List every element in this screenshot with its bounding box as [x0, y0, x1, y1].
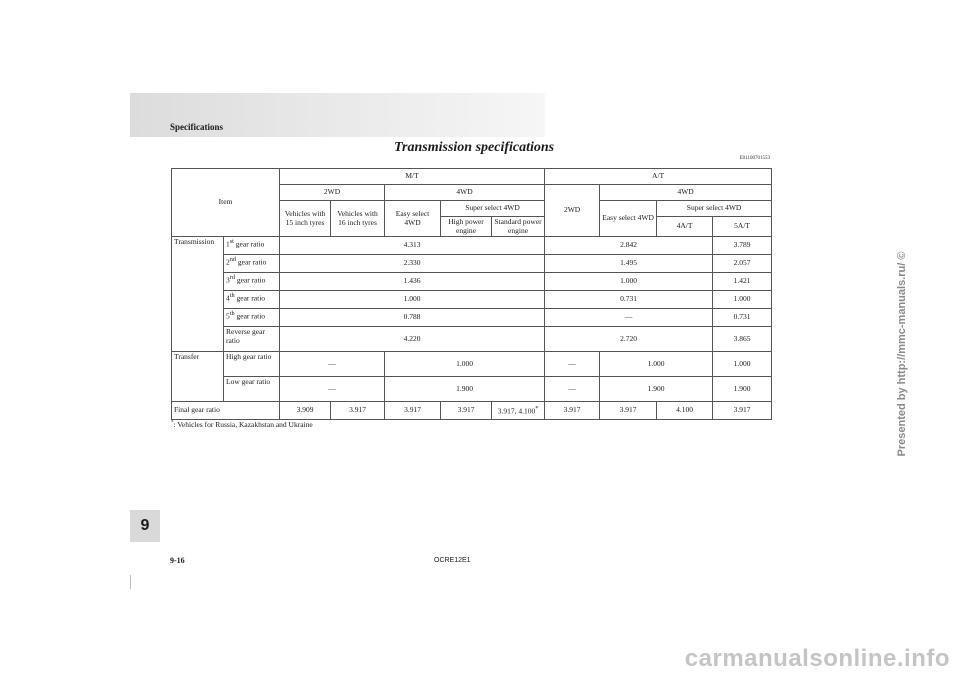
at-4at-value: — [545, 309, 713, 327]
5at-header: 5A/T [713, 217, 772, 237]
at-5at-value: 0.731 [713, 309, 772, 327]
at-5at-value: 2.057 [713, 255, 772, 273]
final-value: 3.909 [280, 402, 331, 420]
high-power-header: High power engine [441, 217, 492, 237]
side-watermark: Presented by http://mmc-manuals.ru/ © [896, 251, 908, 457]
low-gear-label: Low gear ratio [224, 377, 280, 402]
final-gear-label: Final gear ratio [172, 402, 280, 420]
mt-super-select-header: Super select 4WD [441, 201, 545, 217]
reverse-label: Reverse gear ratio [224, 327, 280, 352]
publication-code: OCRE12E1 [434, 557, 471, 564]
at-4at-value: 2.720 [545, 327, 713, 352]
mt-4wd-value: 1.000 [385, 352, 545, 377]
vehicles-16-header: Vehicles with 16 inch tyres [331, 201, 385, 237]
at-5at-value: 1.900 [713, 377, 772, 402]
at-5at-value: 1.421 [713, 273, 772, 291]
at-header: A/T [545, 169, 772, 185]
final-value: 3.917 [600, 402, 657, 420]
final-value: 4.100 [657, 402, 713, 420]
at-5at-value: 1.000 [713, 352, 772, 377]
mt-2wd-header: 2WD [280, 185, 385, 201]
final-value: 3.917 [385, 402, 441, 420]
mt-easy-select-header: Easy select 4WD [385, 201, 441, 237]
at-5at-value: 3.865 [713, 327, 772, 352]
transmission-spec-table [171, 168, 772, 420]
doc-code: E01100701553 [739, 156, 770, 161]
page-title: Transmission specifications [394, 140, 555, 155]
chapter-tab: 9 [130, 510, 160, 542]
mt-header: M/T [280, 169, 545, 185]
gear-label: 3rd gear ratio [224, 273, 280, 291]
at-4at-value: 1.000 [600, 352, 713, 377]
section-label: Specifications [170, 122, 223, 132]
gear-label: 4th gear ratio [224, 291, 280, 309]
at-super-select-header: Super select 4WD [657, 201, 772, 217]
footnote: *: Vehicles for Russia, Kazakhstan and Ukraine [171, 420, 313, 429]
mt-value: 1.000 [280, 291, 545, 309]
at-5at-value: 3.789 [713, 237, 772, 255]
final-value: 3.917, 4.100* [492, 402, 545, 420]
at-easy-select-header: Easy select 4WD [600, 201, 657, 237]
standard-power-header: Standard power engine [492, 217, 545, 237]
at-5at-value: 1.000 [713, 291, 772, 309]
at-2wd-header: 2WD [545, 185, 600, 237]
mt-value: 4.220 [280, 327, 545, 352]
bottom-watermark: carmanualsonline.info [684, 645, 950, 672]
final-value: 3.917 [713, 402, 772, 420]
mt-value: 1.436 [280, 273, 545, 291]
at-4at-value: 1.000 [545, 273, 713, 291]
gear-label: 2nd gear ratio [224, 255, 280, 273]
at-2wd-value: — [545, 352, 600, 377]
at-2wd-value: — [545, 377, 600, 402]
transmission-label: Transmission [172, 237, 224, 352]
gear-label: 1st gear ratio [224, 237, 280, 255]
mt-4wd-value: 1.900 [385, 377, 545, 402]
at-4at-value: 0.731 [545, 291, 713, 309]
at-4at-value: 2.842 [545, 237, 713, 255]
at-4at-value: 1.495 [545, 255, 713, 273]
page-number: 9-16 [170, 556, 185, 565]
mt-4wd-header: 4WD [385, 185, 545, 201]
vehicles-15-header: Vehicles with 15 inch tyres [280, 201, 331, 237]
mt-value: 0.788 [280, 309, 545, 327]
final-value: 3.917 [331, 402, 385, 420]
mt-2wd-value: — [280, 377, 385, 402]
final-value: 3.917 [545, 402, 600, 420]
high-gear-label: High gear ratio [224, 352, 280, 377]
item-header: Item [172, 169, 280, 237]
at-4at-value: 1.900 [600, 377, 713, 402]
final-value: 3.917 [441, 402, 492, 420]
at-4wd-header: 4WD [600, 185, 772, 201]
crop-mark [130, 575, 131, 589]
mt-value: 4.313 [280, 237, 545, 255]
gear-label: 5th gear ratio [224, 309, 280, 327]
mt-value: 2.330 [280, 255, 545, 273]
mt-2wd-value: — [280, 352, 385, 377]
transfer-label: Transfer [172, 352, 224, 402]
4at-header: 4A/T [657, 217, 713, 237]
